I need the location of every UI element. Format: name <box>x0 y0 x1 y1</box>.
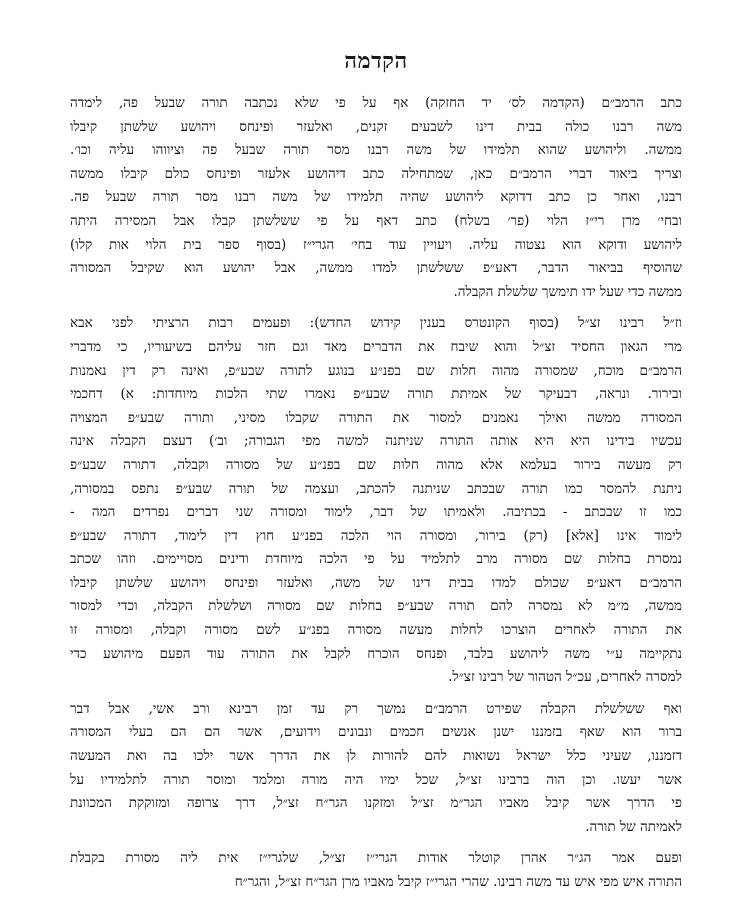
text-line: נמסרת בחלות שם מסורה מרב לתלמיד על פי הלכה מיוחדת ודינים מסויימים. וזהו שכתב <box>70 551 682 568</box>
text-line: ובירור. ונראה, דבעיקר של אמיתת תורה שבע״פ נאמרו שתי הלכות מיוחדות: א) דחכמי <box>70 386 682 403</box>
text-line: רק מעשה בירור בעלמא אלא מהוה חלות שם בפנ״ע של מסורה וקבלה, דתורה שבע״פ <box>70 456 682 473</box>
text-line: ובחי׳ מרן רי״ז הלוי (פר׳ בשלח) כתב דאף על פי ששלשתן קבלו אבל המסירה היתה <box>70 212 682 229</box>
text-line: ליהושע ודוקא הוא נצטוה עליה. ויעויין עוד בחי׳ הגרי״ז (בסוף ספר בית הלוי אות קלו) <box>70 236 682 253</box>
document-body <box>70 92 682 895</box>
text-line: למסרה לאחרים, עכ״ל הטהור של רבינו זצ״ל. <box>448 669 682 686</box>
text-line: ממשה, מ״מ לא נמסרה להם תורה שבע״פ בחלות שם מסורה ושלשלת הקבלה, וכדי למסור <box>70 598 682 615</box>
text-line: כתב הרמב״ם (הקדמה לס׳ יד החזקה) אף על פי שלא נכתבה תורה שבעל פה, לימדה <box>70 95 682 111</box>
text-line: פי הדרך אשר קיבל מאביו הגר״מ זצ״ל ומזקנו הגר״ח זצ״ל, דרך צרופה ומזוקקת המכוונת <box>70 795 682 812</box>
text-line: אשר יעשו. וכן הוה ברבינו זצ״ל, שכל ימיו היה מורה ומלמד ומוסר תורה לתלמידיו על <box>70 771 682 788</box>
text-line: כמו זו שבכתב - בכתיבה. ולאמיתו של דבר, לימוד ומסורה שני דברים נפרדים המה - <box>70 504 682 521</box>
paragraph <box>70 312 682 690</box>
text-line: שהוסיף בביאור הדבר, דאע״פ ששלשתן למדו ממשה, אבל יהושע הוא שקיבל המסורה <box>70 260 682 277</box>
text-line: נתקיימה ע״י משה ליהושע בלבד, ופנחס הוכרח לקבל את התורה עוד הפעם מיהושע כדי <box>70 645 682 662</box>
text-line: ממשה. וליהושע שהוא תלמידו של משה רבנו מסר תורה שבעל פה וציווהו עליה וכו׳. <box>70 142 682 159</box>
text-line: המסורה ממשה ואילך נאמנים למסור את התורה שקבלו מסיני, ותורה שבע״פ המצויה <box>70 409 682 426</box>
text-line: הרמב״ם דאע״פ שכולם למדו בבית דינו של משה, ואלעזר ופינחס ויהושע שלשתן קיבלו <box>70 574 682 591</box>
text-line: ברור הוא שאף בזמננו ישנן אנשים חכמים ונבונים וידועים, אשר הם הם בעלי המסורה <box>70 724 682 741</box>
paragraph <box>70 847 682 894</box>
text-line: לאמיתה של תורה. <box>585 818 682 835</box>
text-line: עכשיו בידינו היא היא אותה התורה שניתנה למשה מפי הגבורה; וב׳) דעצם הקבלה אינה <box>70 433 682 450</box>
text-line: רבנו, ואחר כן כתב דדוקא ליהושע שהיה תלמידו של משה רבנו מסר תורה שבעל פה. <box>70 189 682 206</box>
page-title: הקדמה <box>344 48 408 74</box>
text-line: מרי הגאון החסיד זצ״ל והוא שיבח את הדברים מאד וגם חזר עליהם בשיעוריו, כי מדברי <box>70 338 682 355</box>
text-line: את התורה לאחרים הוצרכו לחלות מעשה מסורה בפנ״ע לשם מסורה וקבלה, ומסורה זו <box>70 622 682 639</box>
text-line: וז״ל רבינו זצ״ל (בסוף הקונטרס בענין קידוש החדש): ופעמים רבות הרציתי לפני אבא <box>70 315 682 332</box>
text-line: ואף ששלשלת הקבלה שפירט הרמב״ם נמשך רק עד זמן רבינא ורב אשי, אבל דבר <box>70 700 682 717</box>
text-line: הרמב״ם מוכח, שמסורה מהוה חלות שם בפנ״ע בנוגע לתורה שבע״פ, ואינה רק דין נאמנות <box>70 362 682 379</box>
text-line: ניתנת להמסר כמו תורה שבכתב שניתנה להכתב, ועצמה של תורה שבע״פ נתפס במסורה, <box>70 480 682 497</box>
text-line: וצריך ביאור דברי הרמב״ם כאן, שמתחילה כתב דיהושע אלעזר ופינחס כולם קיבלו ממשה <box>70 165 682 182</box>
paragraph <box>70 92 682 304</box>
paragraph <box>70 698 682 840</box>
text-line: משה רבנו כולה בבית דינו לשבעים זקנים, ואלעזר ופינחס ויהושע שלשתן קיבלו <box>70 118 682 135</box>
text-line: התורה איש מפי איש עד משה רבינו. שהרי הגרי״ז קיבל מאביו מרן הגר״ח זצ״ל, והגר״ח <box>234 874 682 890</box>
text-line: ופעם אמר הג״ר אהרן קוטלר אודות הגרי״ז זצ״ל, שלגרי״ז אית ליה מסורת בקבלת <box>70 850 682 867</box>
document-page <box>70 48 682 903</box>
text-line: ממשה כדי שעל ידו תימשך שלשלת הקבלה. <box>453 283 682 300</box>
text-line: דזמננו, שעיני כלל ישראל נשואות להם להורות לן את הדרך אשר ילכו בה ואת המעשה <box>70 748 682 765</box>
text-line: לימוד אינו [אלא] (רק) בירור, ומסורה הוי הלכה בפנ״ע חוץ דין לימוד, דתורה שבע״פ <box>70 527 682 544</box>
